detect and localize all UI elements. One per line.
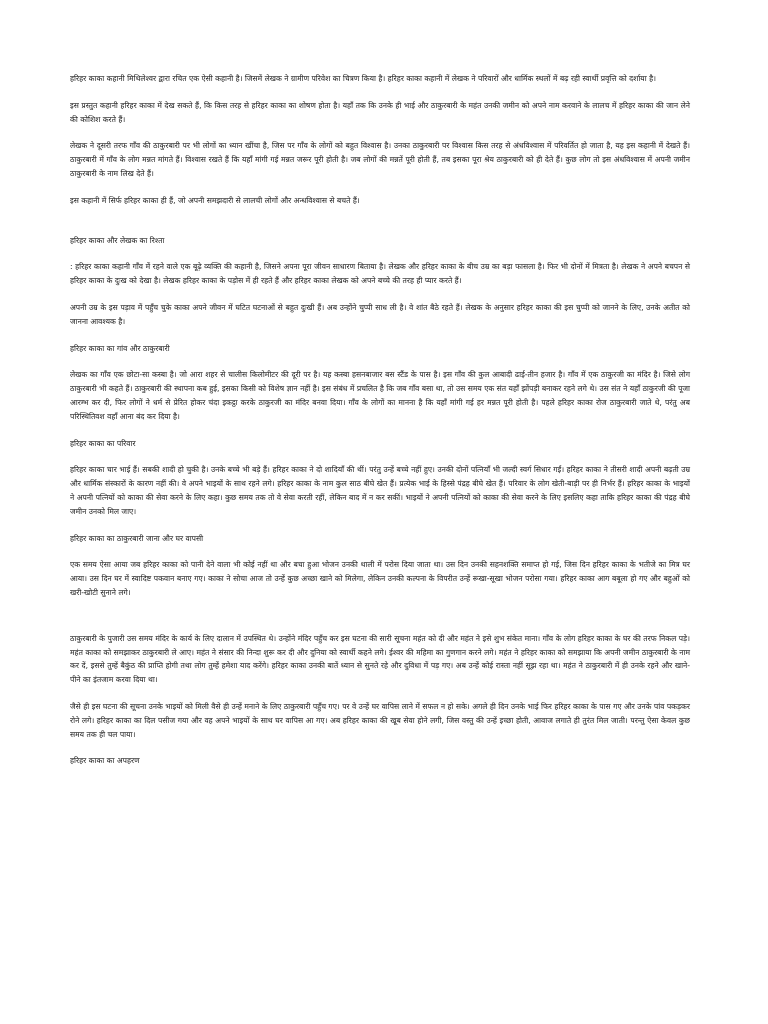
thakurbari-belief-paragraph: लेखक ने दूसरी तरफ गाँव की ठाकुरबारी पर भी लोगों का ध्यान खींचा है, जिस पर गाँव के लोगों को बहुत विश्वास है। उनका ठाकुरबारी पर विश्वास किस तरह से अंधविश्वास में परिवर्तित हो जाता है, यह इस कहानी में देखते हैं। ठाकुरबारी में गाँव के लोग मन्नत मांगते हैं। विश्वास रखते हैं कि यहाँ मांगी गई मन्नत जरूर पूरी होती है। जब लोगों की मन्नतें पूरी होती हैं, तब इसका पूरा श्रेय ठाकुरबारी को ही देते हैं। कुछ लोग तो इस अंधविश्वास में अपनी जमीन ठाकुरबारी के नाम लिख देते हैं।	[70, 141, 690, 178]
relationship-paragraph: : हरिहर काका कहानी गाँव में रहने वाले एक बूढ़े व्यक्ति की कहानी है, जिसने अपना पूरा जीवन साधारण बिताया है। लेखक और हरिहर काका के बीच उम्र का बड़ा फासला है। फिर भी दोनों में मित्रता है। लेखक ने अपने बचपन से हरिहर काका के दुःख को देखा है। लेखक हरिहर काका के पड़ोस में ही रहते हैं और हरिहर काका लेखक को अपने बच्चे की तरह ही प्यार करते हैं।	[70, 262, 690, 286]
silence-paragraph: अपनी उम्र के इस पड़ाव में पहुँच चुके काका अपने जीवन में घटित घटनाओं से बहुत दुःखी हैं। अब उन्होंने चुप्पी साध ली है। वे शांत बैठे रहते हैं। लेखक के अनुसार हरिहर काका की इस चुप्पी को जानने के लिए, उनके अतीत को जानना आवश्यक है।	[70, 302, 690, 326]
section-heading-kidnapping: हरिहर काका का अपहरण	[70, 756, 140, 766]
section-heading-village: हरिहर काका का गांव और ठाकुरबारी	[70, 343, 170, 353]
section-heading-family: हरिहर काका का परिवार	[70, 438, 136, 448]
family-paragraph: हरिहर काका चार भाई हैं। सबकी शादी हो चुकी है। उनके बच्चे भी बड़े हैं। हरिहर काका ने दो शादियाँ की थीं। परंतु उन्हें बच्चे नहीं हुए। उनकी दोनों पत्नियाँ भी जल्दी स्वर्ग सिधार गईं। हरिहर काका ने तीसरी शादी अपनी बढ़ती उम्र और धार्मिक संस्कारों के कारण नहीं की। वे अपने भाइयों के साथ रहने लगे। हरिहर काका के नाम कुल साठ बीघे खेत हैं। प्रत्येक भाई के हिस्से पंद्रह बीघे खेत हैं। परिवार के लोग खेती-बाड़ी पर ही निर्भर हैं। हरिहर काका के भाइयों ने अपनी पत्नियों को काका की सेवा करने के लिए कहा। कुछ समय तक तो वे सेवा करती रहीं, लेकिन बाद में न कर सकीं। भाइयों ने अपनी पत्नियों को काका की सेवा करने के लिए इसलिए कहा ताकि हरिहर काका की पंद्रह बीघे जमीन उनको मिल जाए।	[70, 465, 690, 516]
meal-paragraph: एक समय ऐसा आया जब हरिहर काका को पानी देने वाला भी कोई नहीं था और बचा हुआ भोजन उनकी थाली में परोस दिया जाता था। उस दिन उनकी सहनशक्ति समाप्त हो गई, जिस दिन हरिहर काका के भतीजे का मित्र घर आया। उस दिन घर में स्वादिष्ट पकवान बनाए गए। काका ने सोचा आज तो उन्हें कुछ अच्छा खाने को मिलेगा, लेकिन उनकी कल्पना के विपरीत उन्हें रूखा-सूखा भोजन परोसा गया। हरिहर काका आग बबूला हो गए और बहुओं को खरी-खोटी सुनाने लगे।	[70, 560, 690, 597]
village-paragraph: लेखक का गाँव एक छोटा-सा कस्बा है। जो आरा शहर से चालीस किलोमीटर की दूरी पर है। यह कस्बा हसनबाजार बस स्टैंड के पास है। इस गाँव की कुल आबादी ढाई-तीन हजार है। गाँव में एक ठाकुरजी का मंदिर है। जिसे लोग ठाकुरबारी भी कहते हैं। ठाकुरबारी की स्थापना कब हुई, इसका किसी को विशेष ज्ञान नहीं है। इस संबंध में प्रचलित है कि जब गाँव बसा था, तो उस समय एक संत यहाँ झोंपड़ी बनाकर रहने लगे थे। उस संत ने यहाँ ठाकुरजी की पूजा आरम्भ कर दी, फिर लोगों ने धर्म से प्रेरित होकर चंदा इकट्ठा करके ठाकुरजी का मंदिर बनवा दिया। गाँव के लोगों का मानना है कि यहाँ मांगी गई हर मन्नत पूरी होती है। पहले हरिहर काका रोज ठाकुरबारी जाते थे, परंतु अब परिस्थितिवश वहाँ आना बंद कर दिया है।	[70, 370, 690, 421]
section-heading-relationship: हरिहर काका और लेखक का रिश्ता	[70, 235, 165, 245]
mahant-paragraph: ठाकुरबारी के पुजारी उस समय मंदिर के कार्य के लिए दालान में उपस्थित थे। उन्होंने मंदिर पहुँच कर इस घटना की सारी सूचना महंत को दी और महंत ने इसे शुभ संकेत माना। गाँव के लोग हरिहर काका के घर की तरफ निकल पड़े। महंत काका को समझाकर ठाकुरबारी ले आए। महंत ने संसार की निन्दा शुरू कर दी और दुनिया को स्वार्थी कहने लगे। ईश्वर की महिमा का गुणगान करने लगे। महंत ने हरिहर काका को समझाया कि अपनी जमीन ठाकुरबारी के नाम कर दें, इससे तुम्हें बैकुंठ की प्राप्ति होगी तथा लोग तुम्हें हमेशा याद करेंगे। हरिहर काका उनकी बातें ध्यान से सुनते रहे और दुविधा में पड़ गए। अब उन्हें कोई रास्ता नहीं सूझ रहा था। महंत ने ठाकुरबारी में ही उनके रहने और खाने-पीने का इंतजाम करवा दिया था।	[70, 633, 690, 685]
section-heading-return: हरिहर काका का ठाकुरबारी जाना और घर वापसी	[70, 533, 204, 543]
intro-paragraph: हरिहर काका कहानी मिथिलेश्वर द्वारा रचित एक ऐसी कहानी है। जिसमें लेखक ने ग्रामीण परिवेश का चित्रण किया है। हरिहर काका कहानी में लेखक ने परिवारों और धार्मिक स्थलों में बढ़ रही स्वार्थी प्रवृत्ति को दर्शाया है।	[70, 74, 656, 83]
brothers-paragraph: जैसे ही इस घटना की सूचना उनके भाइयों को मिली वैसे ही उन्हें मनाने के लिए ठाकुरबारी पहुँच गए। पर वे उन्हें घर वापिस लाने में सफल न हो सके। अगले ही दिन उनके भाई फिर हरिहर काका के पास गए और उनके पांव पकड़कर रोने लगे। हरिहर काका का दिल पसीज गया और वह अपने भाइयों के साथ घर वापिस आ गए। अब हरिहर काका की खूब सेवा होने लगी, जिस वस्तु की उन्हें इच्छा होती, आवाज लगाते ही तुरंत मिल जाती। परन्तु ऐसा केवल कुछ समय तक ही चल पाया।	[70, 701, 690, 739]
exploitation-paragraph: इस प्रस्तुत कहानी हरिहर काका में देख सकते हैं, कि किस तरह से हरिहर काका का शोषण होता है। यहाँ तक कि उनके ही भाई और ठाकुरबारी के महंत उनकी जमीन को अपने नाम करवाने के लालच में हरिहर काका की जान लेने की कोशिश करते हैं।	[70, 100, 690, 124]
document-page	[70, 72, 690, 781]
summary-paragraph: इस कहानी में सिर्फ हरिहर काका ही हैं, जो अपनी समझदारी से लालची लोगों और अन्धविश्वास से बचते हैं।	[70, 195, 360, 205]
